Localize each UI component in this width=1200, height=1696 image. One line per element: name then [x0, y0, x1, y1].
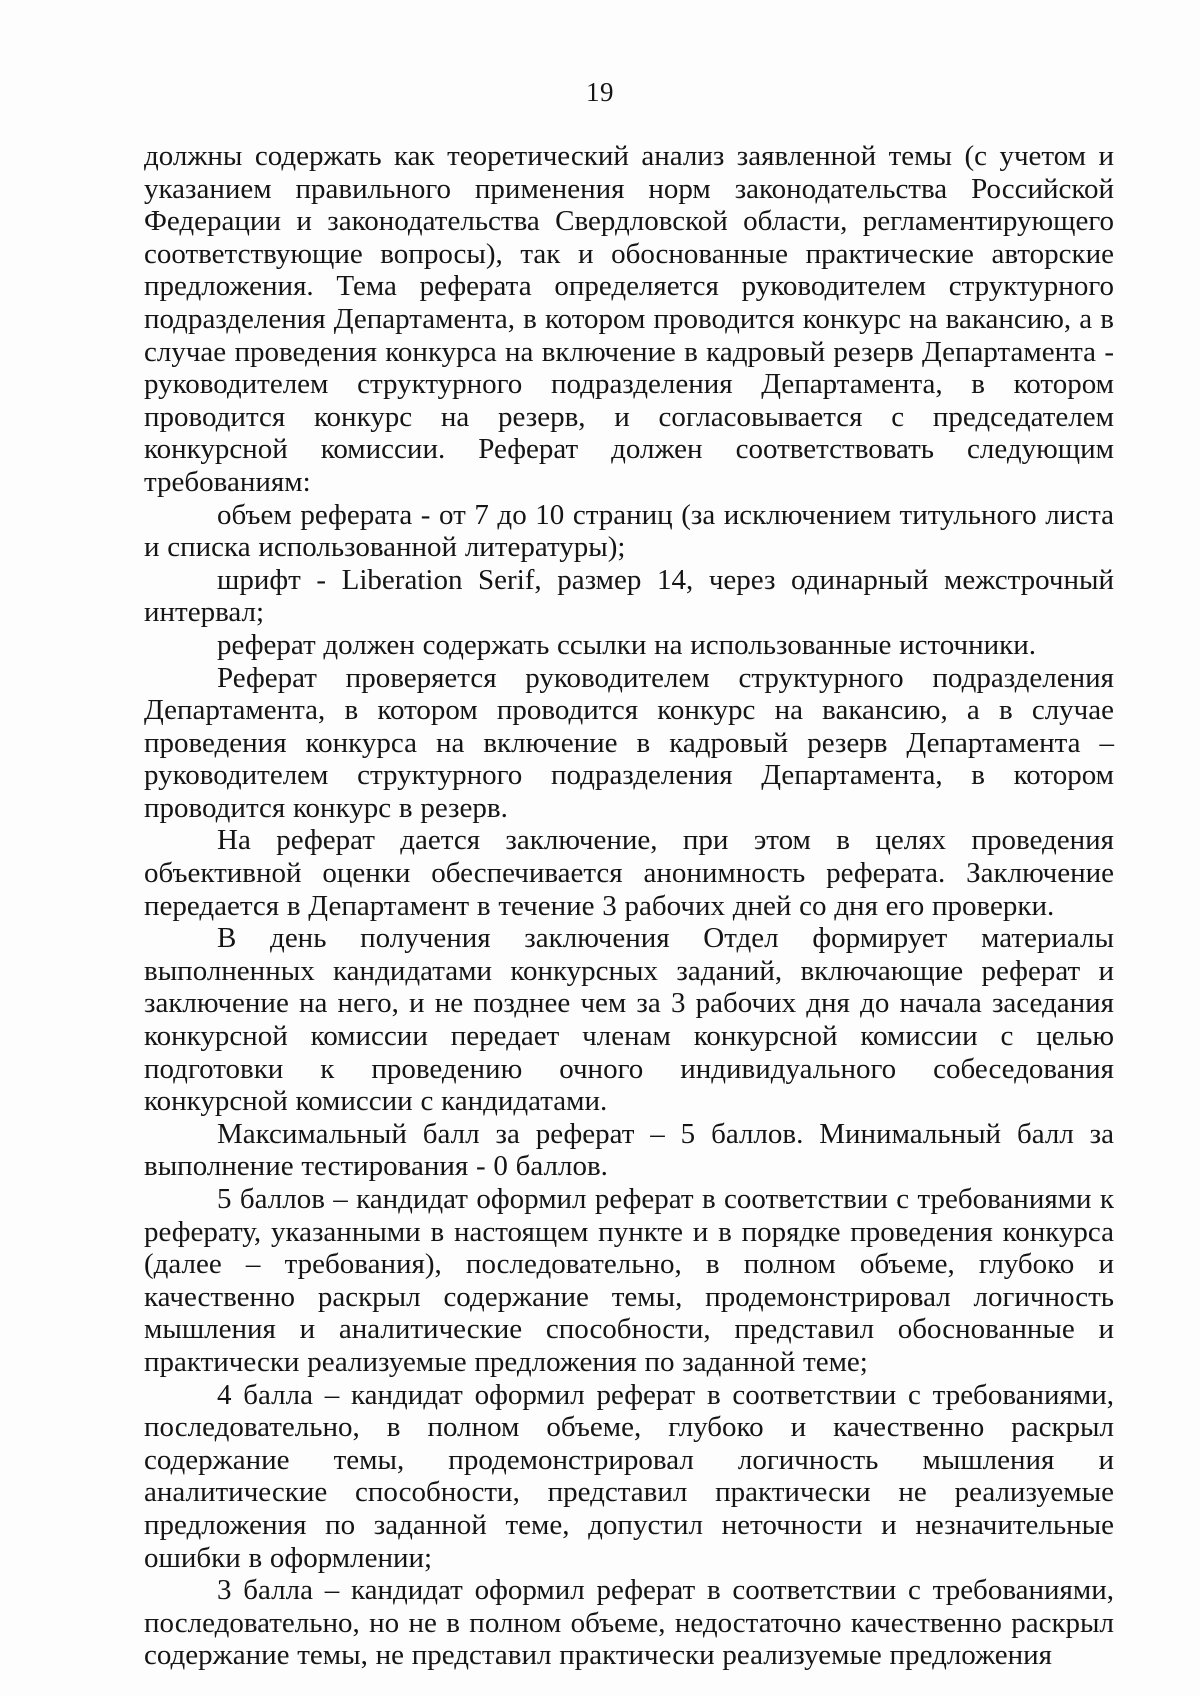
- paragraph-essay-checking: Реферат проверяется руководителем структурного подразделения Департамента, в котором проводится конкурс на вакансию, а в случае проведения конкурса на включение в кадровый резерв Департамента – руководителем структурного подразделения Департамента, в котором проводится конкурс в резерв.: [144, 661, 1114, 824]
- paragraph-essay-references: реферат должен содержать ссылки на использованные источники.: [217, 628, 1036, 661]
- paragraph-essay-content-requirements: должны содержать как теоретический анализ заявленной темы (с учетом и указанием правильного применения норм законодательства Российской Федерации и законодательства Свердловской области, регламентирующего соответствующие вопросы), так и обоснованные практические авторские предложения. Тема реферата определяется руководителем структурного подразделения Департамента, в котором проводится конкурс на вакансию, а в случае проведения конкурса на включение в кадровый резерв Департамента - руководителем структурного подразделения Департамента, в котором проводится конкурс на резерв, и согласовывается с председателем конкурсной комиссии. Реферат должен соответствовать следующим требованиям:: [144, 140, 1114, 498]
- paragraph-essay-conclusion: На реферат дается заключение, при этом в целях проведения объективной оценки обеспечивается анонимность реферата. Заключение передается в Департамент в течение 3 рабочих дней со дня его проверки.: [144, 824, 1114, 922]
- paragraph-score-5: 5 баллов – кандидат оформил реферат в соответствии с требованиями к реферату, указанными в настоящем пункте и в порядке проведения конкурса (далее – требования), последовательно, в полном объеме, глубоко и качественно раскрыл содержание темы, продемонстрировал логичность мышления и аналитические способности, представил обоснованные и практически реализуемые предложения по заданной теме;: [144, 1183, 1114, 1378]
- page-number: 19: [586, 77, 614, 107]
- paragraph-max-score: Максимальный балл за реферат – 5 баллов. Минимальный балл за выполнение тестирования - 0 баллов.: [144, 1117, 1114, 1183]
- paragraph-essay-volume: объем реферата - от 7 до 10 страниц (за исключением титульного листа и списка использованной литературы);: [144, 498, 1114, 564]
- body-text: [144, 140, 1114, 1672]
- paragraph-essay-font: шрифт - Liberation Serif, размер 14, через одинарный межстрочный интервал;: [144, 563, 1114, 629]
- paragraph-score-4: 4 балла – кандидат оформил реферат в соответствии с требованиями, последовательно, в полном объеме, глубоко и качественно раскрыл содержание темы, продемонстрировал логичность мышления и аналитические способности, представил практически не реализуемые предложения по заданной теме, допустил неточности и незначительные ошибки в оформлении;: [144, 1378, 1114, 1574]
- paragraph-materials-transfer: В день получения заключения Отдел формирует материалы выполненных кандидатами конкурсных заданий, включающие реферат и заключение на него, и не позднее чем за 3 рабочих дня до начала заседания конкурсной комиссии передает членам конкурсной комиссии с целью подготовки к проведению очного индивидуального собеседования конкурсной комиссии с кандидатами.: [144, 922, 1114, 1118]
- paragraph-score-3: 3 балла – кандидат оформил реферат в соответствии с требованиями, последовательно, но не в полном объеме, недостаточно качественно раскрыл содержание темы, не представил практически реализуемые предложения: [144, 1574, 1114, 1672]
